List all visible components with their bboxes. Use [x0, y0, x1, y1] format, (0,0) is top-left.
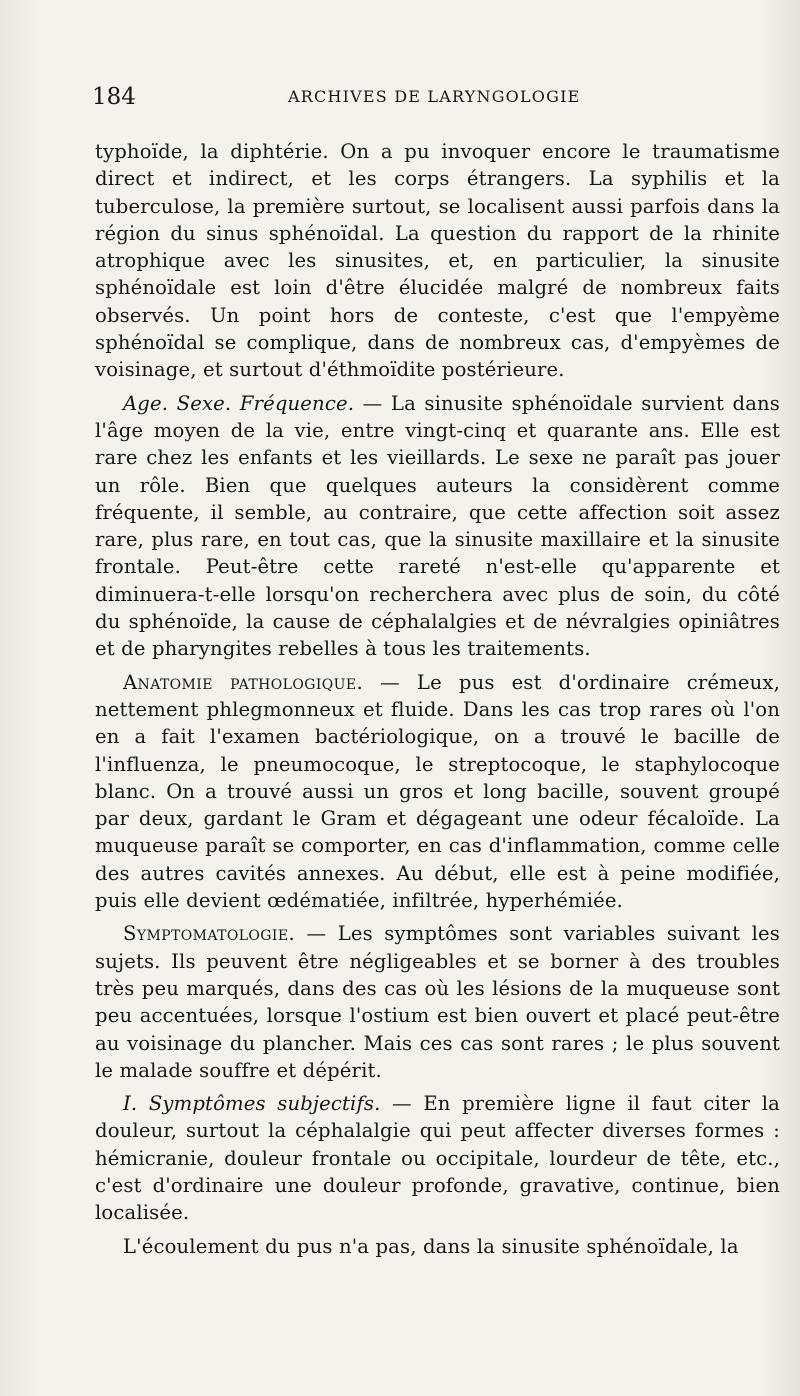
paragraph-symptomatologie	[95, 920, 780, 1084]
section-lead: Age. Sexe. Fréquence.	[123, 391, 355, 415]
section-lead: Symptomatologie.	[123, 922, 296, 946]
section-lead: Anatomie pathologique.	[123, 670, 364, 694]
paragraph-text: — En première ligne il faut citer la douleur, surtout la céphalalgie qui peut affecter diverses formes : hémicranie, douleur frontale ou occipitale, lourdeur de tête, etc., c'est d'ordinaire une douleur profonde, gravative, continue, bien localisée.	[95, 1092, 781, 1225]
section-lead: I. Symptômes subjectifs.	[123, 1092, 381, 1116]
article-body	[95, 138, 780, 1260]
running-head: ARCHIVES DE LARYNGOLOGIE	[288, 87, 581, 106]
paragraph-text: L'écoulement du pus n'a pas, dans la sinusite sphénoïdale, la	[123, 1234, 739, 1258]
paragraph-text: — Le pus est d'ordinaire crémeux, nettement phlegmonneux et fluide. Dans les cas trop rares où l'on en a fait l'examen bactériologique, on a trouvé le bacille de l'influenza, le pneumocoque, le streptocoque, le staphylocoque blanc. On a trouvé aussi un gros et long bacille, souvent groupé par deux, gardant le Gram et dégageant une odeur fécaloïde. La muqueuse paraît se comporter, en cas d'inflammation, comme celle des autres cavités annexes. Au début, elle est à peine modifiée, puis elle devient œdématiée, infiltrée, hyperhémiée.	[95, 670, 781, 913]
paragraph-symptomes-subjectifs	[95, 1090, 780, 1226]
paragraph-continuation	[95, 138, 780, 384]
paragraph-ecoulement	[95, 1233, 780, 1260]
paragraph-text: — Les symptômes sont variables suivant les sujets. Ils peuvent être négligeables et se borner à des troubles très peu marqués, dans des cas où les lésions de la muqueuse sont peu accentuées, lorsque l'ostium est bien ouvert et placé peut-être au voisinage du plancher. Mais ces cas sont rares ; le plus souvent le malade souffre et dépérit.	[95, 922, 780, 1082]
paragraph-age-sexe-frequence	[95, 390, 780, 663]
paragraph-text: — La sinusite sphénoïdale survient dans l'âge moyen de la vie, entre vingt-cinq et quarante ans. Elle est rare chez les enfants et les vieillards. Le sexe ne paraît pas jouer un rôle. Bien que quelques auteurs la considèrent comme fréquente, il semble, au contraire, que cette affection soit assez rare, plus rare, en tout cas, que la sinusite maxillaire et la sinusite frontale. Peut-être cette rareté n'est-elle qu'apparente et diminuera-t-elle lorsqu'on recherchera avec plus de soin, du côté du sphénoïde, la cause de céphalalgies et de névralgies opiniâtres et de pharyngites rebelles à tous les traitements.	[95, 391, 781, 661]
paragraph-text: typhoïde, la diphtérie. On a pu invoquer encore le traumatisme direct et indirect, et les corps étrangers. La syphilis et la tuberculose, la première surtout, se localisent aussi parfois dans la région du sinus sphénoïdal. La question du rapport de la rhinite atrophique avec les sinusites, et, en particulier, la sinusite sphénoïdale est loin d'être élucidée malgré de nombreux faits observés. Un point hors de conteste, c'est que l'empyème sphénoïdal se complique, dans de nombreux cas, d'empyèmes de voisinage, et surtout d'éthmoïdite postérieure.	[95, 140, 780, 382]
page-number: 184	[92, 84, 136, 110]
paragraph-anatomie-pathologique	[95, 669, 780, 915]
page-header	[92, 84, 612, 114]
